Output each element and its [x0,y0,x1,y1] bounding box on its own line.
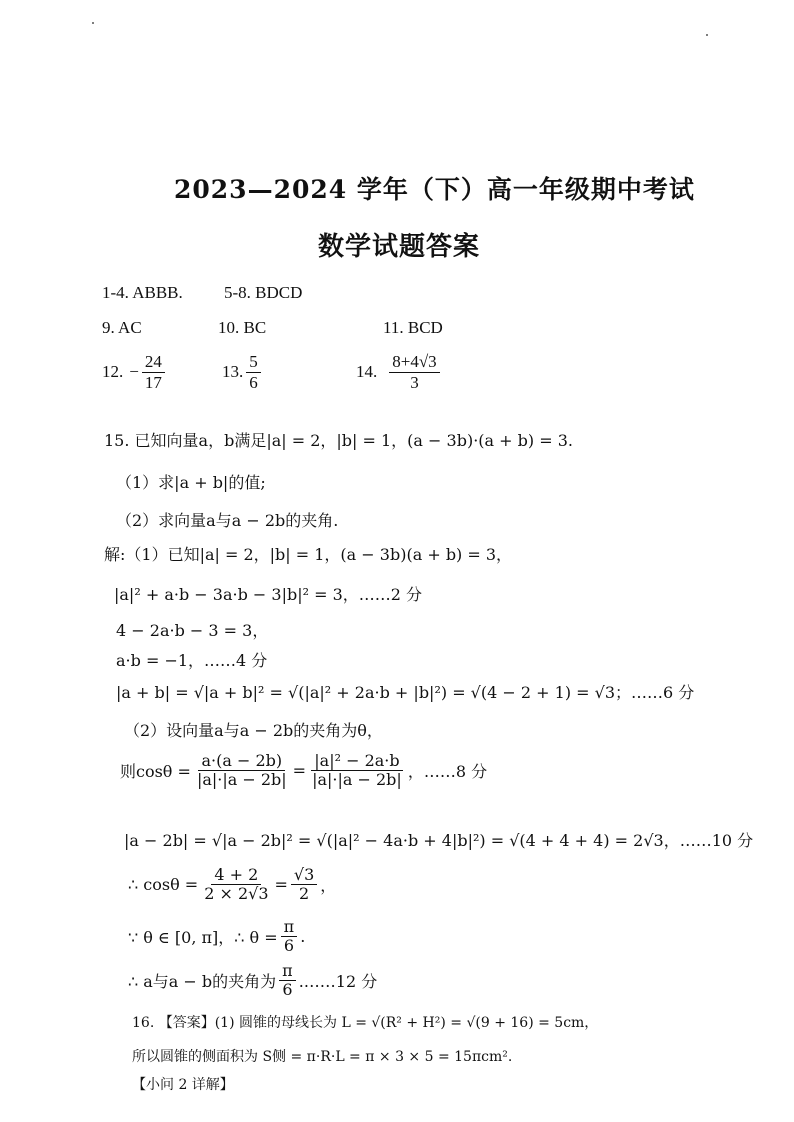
answer-12-sign: − [129,362,139,382]
therefore-fraction-1 [201,866,271,904]
cos-fraction-1-denominator: |a|·|a − 2b| [196,770,287,790]
solution-line-6: （2）设向量a与a − 2b的夹角为θ， [124,721,383,740]
answer-13-label: 13. [222,362,244,382]
because-suffix: . [300,927,306,947]
therefore-cos-formula [128,866,336,904]
cos-theta-formula [120,752,487,790]
answer-12-denominator: 17 [144,372,162,392]
answer-13-denominator: 6 [249,372,258,392]
answer-12-label: 12. [102,362,124,382]
answer-14-label: 14. [356,362,378,382]
solution-line-5: |a + b| = √|a + b|² = √(|a|² + 2a·b + |b|²) = √(4 − 2 + 1) = √3；……6 分 [116,683,695,702]
cos-suffix: ，……8 分 [407,762,488,782]
because-fraction [281,918,298,956]
therefore-fraction-2-denominator: 2 [299,884,310,904]
because-fraction-numerator: π [281,918,298,937]
cos-fraction-1 [194,752,290,790]
cos-equals: = [292,761,307,781]
final-fraction-denominator: 6 [282,980,293,1000]
solution-line-4: a·b = −1，……4 分 [116,651,268,670]
solution-line-8: |a − 2b| = √|a − 2b|² = √(|a|² − 4a·b + 4|b|²) = √(4 + 4 + 4) = 2√3，……10 分 [124,831,754,850]
because-fraction-denominator: 6 [283,936,295,956]
therefore-fraction-2 [291,866,317,904]
answer-5-8: 5-8. BDCD [224,283,303,302]
therefore-suffix: ， [320,876,337,896]
scan-speck [706,34,708,36]
therefore-fraction-2-numerator: √3 [291,866,317,885]
because-prefix: ∵ θ ∈ [0, π]，∴ θ = [128,928,278,948]
answer-12-fraction [142,352,165,392]
problem-16-line-1: 16. 【答案】(1) 圆锥的母线长为 L = √(R² + H²) = √(9 + 16) = 5cm， [132,1015,599,1031]
problem-15-part2: （2）求向量a与a − 2b的夹角. [116,511,339,530]
cos-fraction-2-numerator: |a|² − 2a·b [311,752,402,771]
page-title: 2023—2024 学年（下）高一年级期中考试 [174,175,695,204]
because-theta-formula [128,918,305,956]
therefore-prefix: ∴ cosθ = [128,875,199,895]
answer-9: 9. AC [102,318,142,337]
solution-line-1: 解:（1）已知|a| = 2，|b| = 1，(a − 3b)(a + b) = 3， [104,545,513,564]
answer-14-fraction [389,352,439,392]
cos-fraction-1-numerator: a·(a − 2b) [198,752,285,771]
therefore-fraction-1-numerator: 4 + 2 [211,866,261,885]
answer-12-numerator: 24 [142,352,165,373]
answer-10: 10. BC [218,318,267,337]
therefore-equals: = [274,875,288,895]
cos-prefix: 则cosθ = [120,762,191,782]
answer-11: 11. BCD [383,318,443,337]
problem-16-line-2: 所以圆锥的侧面积为 S侧 = π·R·L = π × 3 × 5 = 15πcm². [132,1049,513,1065]
solution-line-3: 4 − 2a·b − 3 = 3， [116,621,269,640]
answer-1-4: 1-4. ABBB. [102,283,183,302]
final-suffix: .……12 分 [298,972,378,992]
cos-fraction-2 [309,752,405,790]
therefore-fraction-1-denominator: 2 × 2√3 [204,884,269,904]
scan-speck [92,22,94,24]
answer-13-numerator: 5 [246,352,261,373]
problem-15-part1: （1）求|a + b|的值; [116,473,266,492]
problem-16-line-3: 【小问 2 详解】 [132,1077,234,1093]
cos-fraction-2-denominator: |a|·|a − 2b| [312,770,402,790]
answer-14-denominator: 3 [410,372,419,392]
answer-13 [222,352,264,392]
page-subtitle: 数学试题答案 [318,232,481,262]
problem-15-statement: 15. 已知向量a，b满足|a| = 2，|b| = 1，(a − 3b)·(a + b) = 3. [104,431,573,450]
answer-12 [102,352,168,392]
answer-14 [356,352,443,392]
final-fraction-numerator: π [279,962,296,981]
answer-13-fraction [246,352,261,392]
solution-line-2: |a|² + a·b − 3a·b − 3|b|² = 3，……2 分 [114,585,423,604]
final-fraction [279,962,296,1000]
final-angle-formula [128,962,377,1000]
final-prefix: ∴ a与a − b的夹角为 [128,972,277,992]
answer-14-numerator: 8+4√3 [389,352,439,373]
